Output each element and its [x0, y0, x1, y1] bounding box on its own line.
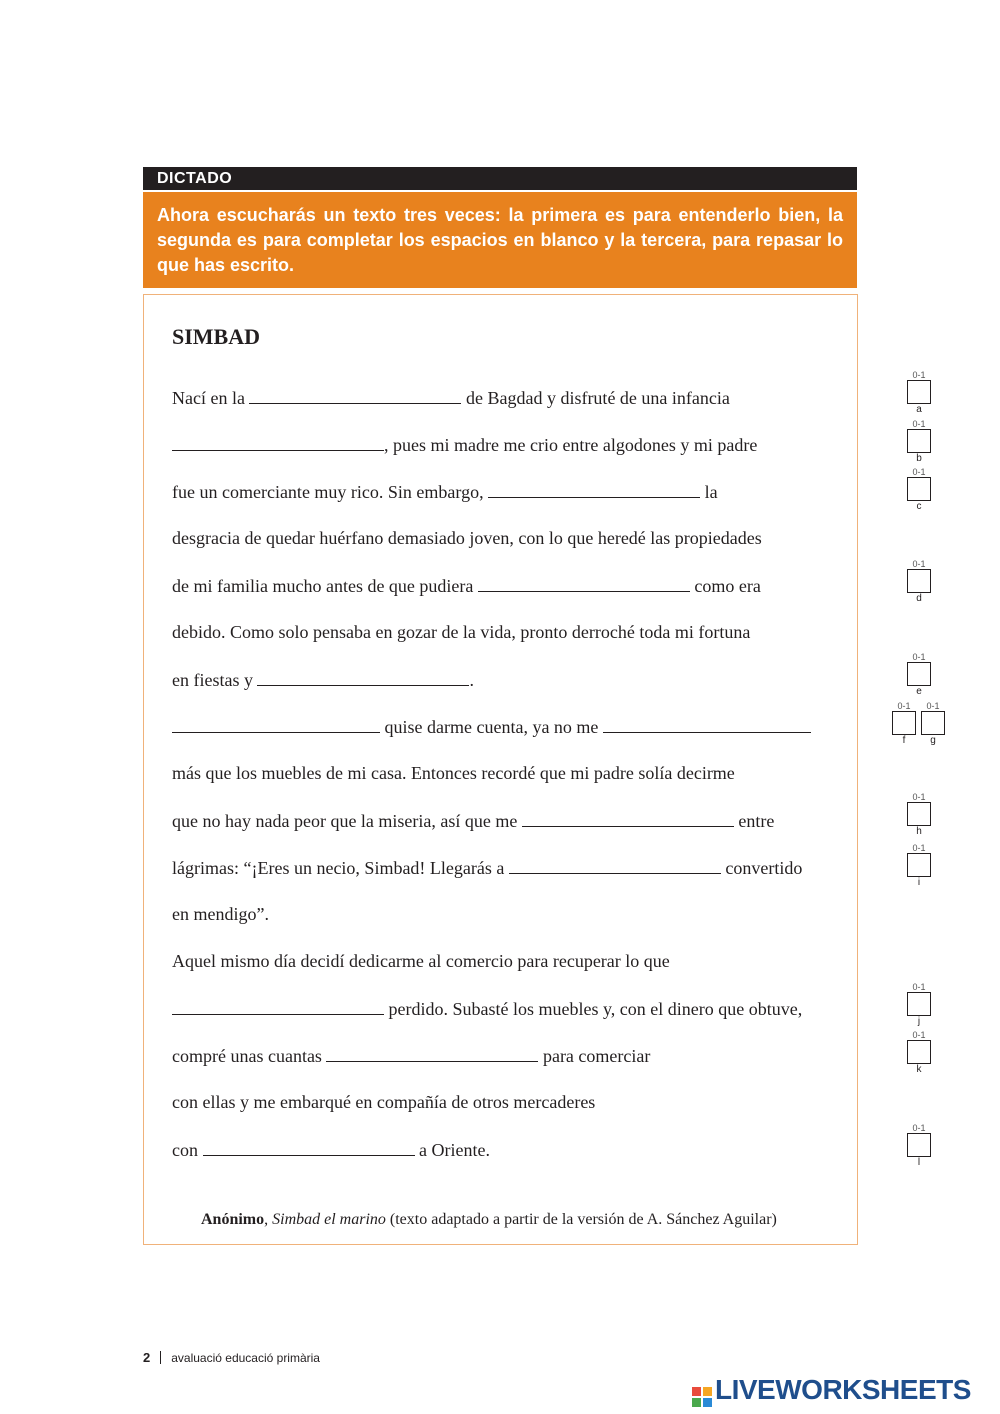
blank-e[interactable]: [257, 667, 469, 686]
footer-text: avaluació educació primària: [171, 1351, 320, 1365]
citation: Anónimo, Simbad el marino (texto adaptado a partir de la versión de A. Sánchez Aguilar): [201, 1211, 777, 1228]
story-line-3: fue un comerciante muy rico. Sin embargo, la: [172, 479, 718, 504]
score-checkbox-e[interactable]: [907, 662, 931, 686]
score-box-d: 0-1 d: [906, 559, 932, 605]
blank-f[interactable]: [172, 714, 380, 733]
score-box-j: 0-1 j: [906, 982, 932, 1028]
story-line-7: en fiestas y .: [172, 667, 474, 692]
story-line-1: Nací en la de Bagdad y disfruté de una infancia: [172, 385, 730, 410]
score-box-i: 0-1 i: [906, 843, 932, 889]
score-box-a: 0-1 a: [906, 370, 932, 416]
page-number: 2: [143, 1350, 151, 1365]
score-checkbox-k[interactable]: [907, 1040, 931, 1064]
score-box-l: 0-1 l: [906, 1123, 932, 1169]
story-line-5: de mi familia mucho antes de que pudiera como era: [172, 573, 761, 598]
blank-k[interactable]: [326, 1043, 538, 1062]
score-checkbox-a[interactable]: [907, 380, 931, 404]
score-box-f: 0-1 f: [891, 701, 917, 747]
citation-note: (texto adaptado a partir de la versión de A. Sánchez Aguilar): [385, 1211, 777, 1228]
story-line-17: con a Oriente.: [172, 1137, 490, 1162]
score-box-c: 0-1 c: [906, 467, 932, 513]
story-line-8: quise darme cuenta, ya no me: [172, 714, 811, 739]
score-checkbox-j[interactable]: [907, 992, 931, 1016]
score-box-k: 0-1 k: [906, 1030, 932, 1076]
footer-divider: [160, 1351, 161, 1364]
story-line-15: compré unas cuantas para comerciar: [172, 1043, 650, 1068]
score-checkbox-i[interactable]: [907, 853, 931, 877]
score-checkbox-g[interactable]: [921, 711, 945, 735]
story-line-9: más que los muebles de mi casa. Entonces recordé que mi padre solía decirme: [172, 763, 735, 783]
story-line-13: Aquel mismo día decidí dedicarme al comercio para recuperar lo que: [172, 951, 670, 971]
citation-work: Simbad el marino: [272, 1211, 386, 1228]
score-checkbox-b[interactable]: [907, 429, 931, 453]
blank-b[interactable]: [172, 432, 384, 451]
liveworksheets-logo[interactable]: [692, 1374, 971, 1406]
page-footer: [143, 1350, 320, 1366]
story-line-4: desgracia de quedar huérfano demasiado joven, con lo que heredé las propiedades: [172, 528, 762, 548]
blank-h[interactable]: [522, 808, 734, 827]
section-header: DICTADO: [143, 167, 857, 190]
score-box-e: 0-1 e: [906, 652, 932, 698]
blank-c[interactable]: [488, 479, 700, 498]
score-box-g: 0-1 g: [920, 701, 946, 747]
blank-i[interactable]: [509, 855, 721, 874]
logo-text: LIVEWORKSHEETS: [715, 1374, 971, 1405]
blank-j[interactable]: [172, 996, 384, 1015]
blank-g[interactable]: [603, 714, 811, 733]
blank-a[interactable]: [249, 385, 461, 404]
score-box-h: 0-1 h: [906, 792, 932, 838]
score-checkbox-h[interactable]: [907, 802, 931, 826]
story-line-2: , pues mi madre me crio entre algodones y mi padre: [172, 432, 757, 457]
instructions-banner: Ahora escucharás un texto tres veces: la primera es para entenderlo bien, la segunda es para completar los espacios en blanco y la tercera, para repasar lo que has escrito.: [143, 192, 857, 288]
logo-mark-icon: [692, 1387, 712, 1407]
blank-l[interactable]: [203, 1137, 415, 1156]
score-box-b: 0-1 b: [906, 419, 932, 465]
blank-d[interactable]: [478, 573, 690, 592]
story-line-10: que no hay nada peor que la miseria, así que me entre: [172, 808, 774, 833]
story-line-6: debido. Como solo pensaba en gozar de la vida, pronto derroché toda mi fortuna: [172, 622, 751, 642]
score-checkbox-c[interactable]: [907, 477, 931, 501]
story-line-12: en mendigo”.: [172, 904, 269, 924]
story-title: SIMBAD: [172, 324, 261, 349]
story-line-16: con ellas y me embarqué en compañía de otros mercaderes: [172, 1092, 596, 1112]
score-checkbox-f[interactable]: [892, 711, 916, 735]
citation-author: Anónimo: [201, 1211, 265, 1228]
score-checkbox-l[interactable]: [907, 1133, 931, 1157]
story-line-14: perdido. Subasté los muebles y, con el dinero que obtuve,: [172, 996, 802, 1021]
story-line-11: lágrimas: “¡Eres un necio, Simbad! Llegarás a convertido: [172, 855, 802, 880]
score-checkbox-d[interactable]: [907, 569, 931, 593]
